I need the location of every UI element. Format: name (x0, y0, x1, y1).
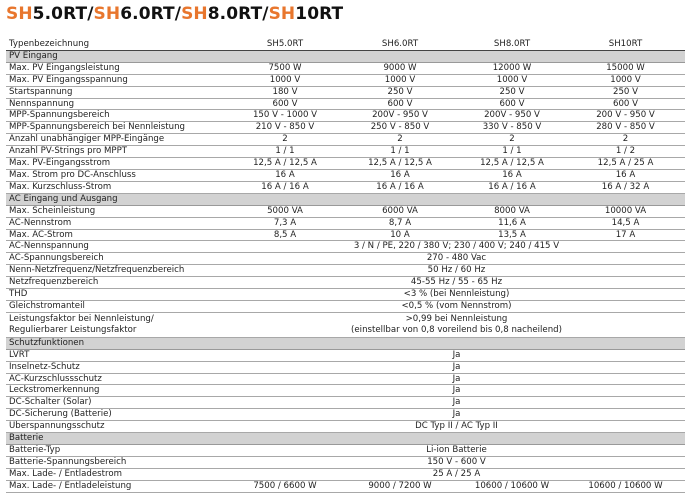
row-label: Batterie-Spannungsbereich (6, 456, 228, 468)
row-value: 210 V - 850 V (228, 122, 342, 134)
table-row (6, 110, 685, 122)
row-label: Max. PV-Eingangsstrom (6, 158, 228, 170)
row-value: 250 V - 850 V (342, 122, 458, 134)
row-value-line: (einstellbar von 0,8 voreilend bis 0,8 nacheilend) (351, 324, 562, 335)
row-value-line: >0,99 bei Nennleistung (405, 313, 508, 324)
row-value: 1 / 1 (458, 146, 566, 158)
row-value: 12,5 A / 12,5 A (458, 158, 566, 170)
table-row (6, 205, 685, 217)
row-label: Max. PV Eingangsleistung (6, 62, 228, 74)
row-value: 12,5 A / 25 A (566, 158, 685, 170)
row-value-shared: Ja (228, 373, 685, 385)
section-header-row (6, 193, 685, 205)
row-value-shared: DC Typ II / AC Typ II (228, 421, 685, 433)
row-value: 15000 W (566, 62, 685, 74)
row-label: AC-Nennstrom (6, 217, 228, 229)
row-label: DC-Sicherung (Batterie) (6, 409, 228, 421)
row-value-shared: Ja (228, 409, 685, 421)
row-label: Max. Lade- / Entladeleistung (6, 480, 228, 492)
row-value: 1000 V (342, 74, 458, 86)
row-value-shared: Ja (228, 361, 685, 373)
row-value-shared: <3 % (bei Nennleistung) (228, 289, 685, 301)
row-value: 10600 / 10600 W (458, 480, 566, 492)
table-row (6, 289, 685, 301)
row-label: Anzahl PV-Strings pro MPPT (6, 146, 228, 158)
row-value: 1000 V (458, 74, 566, 86)
row-value: 8,7 A (342, 217, 458, 229)
row-value: 16 A / 32 A (566, 181, 685, 193)
row-label (6, 312, 228, 337)
section-header-row (6, 50, 685, 62)
table-row (6, 373, 685, 385)
table-row (6, 62, 685, 74)
column-header-sh6: SH6.0RT (342, 39, 458, 50)
row-value: 6000 VA (342, 205, 458, 217)
table-row (6, 265, 685, 277)
row-value: 250 V (458, 86, 566, 98)
table-row (6, 456, 685, 468)
row-value: 10 A (342, 229, 458, 241)
table-row (6, 86, 685, 98)
row-label: Batterie-Typ (6, 445, 228, 457)
table-row (6, 445, 685, 457)
row-value: 250 V (342, 86, 458, 98)
row-label: Leckstromerkennung (6, 385, 228, 397)
section-header-row (6, 433, 685, 445)
row-value: 16 A / 16 A (342, 181, 458, 193)
row-value-shared: Ja (228, 397, 685, 409)
table-row (6, 74, 685, 86)
section-title: PV Eingang (6, 50, 685, 62)
row-label: AC-Nennspannung (6, 241, 228, 253)
row-value: 16 A (458, 169, 566, 181)
title-model-prefix: SH (6, 4, 33, 24)
row-value: 5000 VA (228, 205, 342, 217)
row-value: 280 V - 850 V (566, 122, 685, 134)
row-value: 7500 W (228, 62, 342, 74)
row-value: 16 A (342, 169, 458, 181)
row-value: 1000 V (566, 74, 685, 86)
row-value: 16 A / 16 A (458, 181, 566, 193)
row-label: Max. Lade- / Entladestrom (6, 468, 228, 480)
row-label: AC-Kurzschlussschutz (6, 373, 228, 385)
column-header-sh5: SH5.0RT (228, 39, 342, 50)
row-value-shared: 150 V - 600 V (228, 456, 685, 468)
column-header-sh10: SH10RT (566, 39, 685, 50)
row-value-shared: 45-55 Hz / 55 - 65 Hz (228, 277, 685, 289)
table-row (6, 181, 685, 193)
row-value: 250 V (566, 86, 685, 98)
table-row (6, 122, 685, 134)
row-label: Überspannungsschutz (6, 421, 228, 433)
table-row (6, 361, 685, 373)
title-model-name: 6.0RT (120, 4, 175, 24)
table-row (6, 134, 685, 146)
row-label: Max. Strom pro DC-Anschluss (6, 169, 228, 181)
row-value: 600 V (566, 98, 685, 110)
row-label: MPP-Spannungsbereich bei Nennleistung (6, 122, 228, 134)
row-value: 9000 / 7200 W (342, 480, 458, 492)
row-label-line: Leistungsfaktor bei Nennleistung/ (9, 313, 154, 324)
row-value: 2 (458, 134, 566, 146)
row-value: 17 A (566, 229, 685, 241)
title-model-name: 10RT (295, 4, 344, 24)
row-value: 200V - 950 V (342, 110, 458, 122)
row-value: 12000 W (458, 62, 566, 74)
row-label: Startspannung (6, 86, 228, 98)
row-label: LVRT (6, 349, 228, 361)
row-value: 12,5 A / 12,5 A (228, 158, 342, 170)
title-separator: / (174, 4, 182, 24)
row-value: 16 A (566, 169, 685, 181)
row-label: Nenn-Netzfrequenz/Netzfrequenzbereich (6, 265, 228, 277)
spec-table-body (6, 50, 685, 492)
table-row (6, 217, 685, 229)
row-value: 16 A / 16 A (228, 181, 342, 193)
row-value: 1 / 2 (566, 146, 685, 158)
row-label: AC-Spannungsbereich (6, 253, 228, 265)
column-header-sh8: SH8.0RT (458, 39, 566, 50)
table-row (6, 468, 685, 480)
row-value: 7500 / 6600 W (228, 480, 342, 492)
row-value-shared (228, 312, 685, 337)
row-value: 12,5 A / 12,5 A (342, 158, 458, 170)
row-label: Max. PV Eingangsspannung (6, 74, 228, 86)
title-model-prefix: SH (181, 4, 208, 24)
table-row (6, 480, 685, 492)
row-value: 600 V (342, 98, 458, 110)
row-value: 9000 W (342, 62, 458, 74)
row-value-shared: 270 - 480 Vac (228, 253, 685, 265)
row-value: 1 / 1 (342, 146, 458, 158)
row-value-shared: 50 Hz / 60 Hz (228, 265, 685, 277)
table-row (6, 98, 685, 110)
row-label: Nennspannung (6, 98, 228, 110)
title-model-name: 5.0RT (32, 4, 88, 24)
page-title (6, 4, 343, 24)
column-header-label: Typenbezeichnung (6, 39, 228, 50)
row-label: Netzfrequenzbereich (6, 277, 228, 289)
table-row (6, 312, 685, 337)
row-label: Gleichstromanteil (6, 300, 228, 312)
row-value: 10000 VA (566, 205, 685, 217)
row-value: 150 V - 1000 V (228, 110, 342, 122)
row-value: 200 V - 950 V (566, 110, 685, 122)
table-row (6, 300, 685, 312)
row-value: 13,5 A (458, 229, 566, 241)
title-model-prefix: SH (93, 4, 121, 24)
table-header-row (6, 39, 685, 50)
row-value: 10600 / 10600 W (566, 480, 685, 492)
row-value-shared: Ja (228, 349, 685, 361)
table-row (6, 146, 685, 158)
row-value: 200V - 950 V (458, 110, 566, 122)
section-title: Schutzfunktionen (6, 337, 685, 349)
row-value: 16 A (228, 169, 342, 181)
row-value: 8000 VA (458, 205, 566, 217)
table-row (6, 158, 685, 170)
row-value: 1 / 1 (228, 146, 342, 158)
row-value: 600 V (458, 98, 566, 110)
table-row (6, 421, 685, 433)
row-value: 330 V - 850 V (458, 122, 566, 134)
table-row (6, 169, 685, 181)
row-value: 180 V (228, 86, 342, 98)
row-value-shared: 25 A / 25 A (228, 468, 685, 480)
section-header-row (6, 337, 685, 349)
title-model-prefix: SH (268, 4, 296, 24)
table-row (6, 277, 685, 289)
table-row (6, 385, 685, 397)
row-label: Max. Kurzschluss-Strom (6, 181, 228, 193)
table-row (6, 253, 685, 265)
row-label: THD (6, 289, 228, 301)
row-label: Max. AC-Strom (6, 229, 228, 241)
row-value-shared: Ja (228, 385, 685, 397)
row-value: 2 (566, 134, 685, 146)
row-value: 8,5 A (228, 229, 342, 241)
table-row (6, 241, 685, 253)
row-value: 1000 V (228, 74, 342, 86)
title-model-name: 8.0RT (207, 4, 263, 24)
table-row (6, 397, 685, 409)
table-row (6, 349, 685, 361)
title-separator: / (87, 4, 94, 24)
row-value: 2 (228, 134, 342, 146)
row-value: 600 V (228, 98, 342, 110)
row-label: DC-Schalter (Solar) (6, 397, 228, 409)
row-label: Max. Scheinleistung (6, 205, 228, 217)
row-value-shared: <0,5 % (vom Nennstrom) (228, 300, 685, 312)
row-value-shared: Li-ion Batterie (228, 445, 685, 457)
row-value: 14,5 A (566, 217, 685, 229)
row-value: 11,6 A (458, 217, 566, 229)
section-title: AC Eingang und Ausgang (6, 193, 685, 205)
spec-table (6, 39, 685, 493)
table-row (6, 409, 685, 421)
row-value: 2 (342, 134, 458, 146)
row-label-line: Regulierbarer Leistungsfaktor (9, 324, 137, 335)
row-label: Inselnetz-Schutz (6, 361, 228, 373)
row-label: Anzahl unabhängiger MPP-Eingänge (6, 134, 228, 146)
title-separator: / (262, 4, 269, 24)
row-label: MPP-Spannungsbereich (6, 110, 228, 122)
row-value: 7,3 A (228, 217, 342, 229)
table-row (6, 229, 685, 241)
section-title: Batterie (6, 433, 685, 445)
row-value-shared: 3 / N / PE, 220 / 380 V; 230 / 400 V; 240 / 415 V (228, 241, 685, 253)
